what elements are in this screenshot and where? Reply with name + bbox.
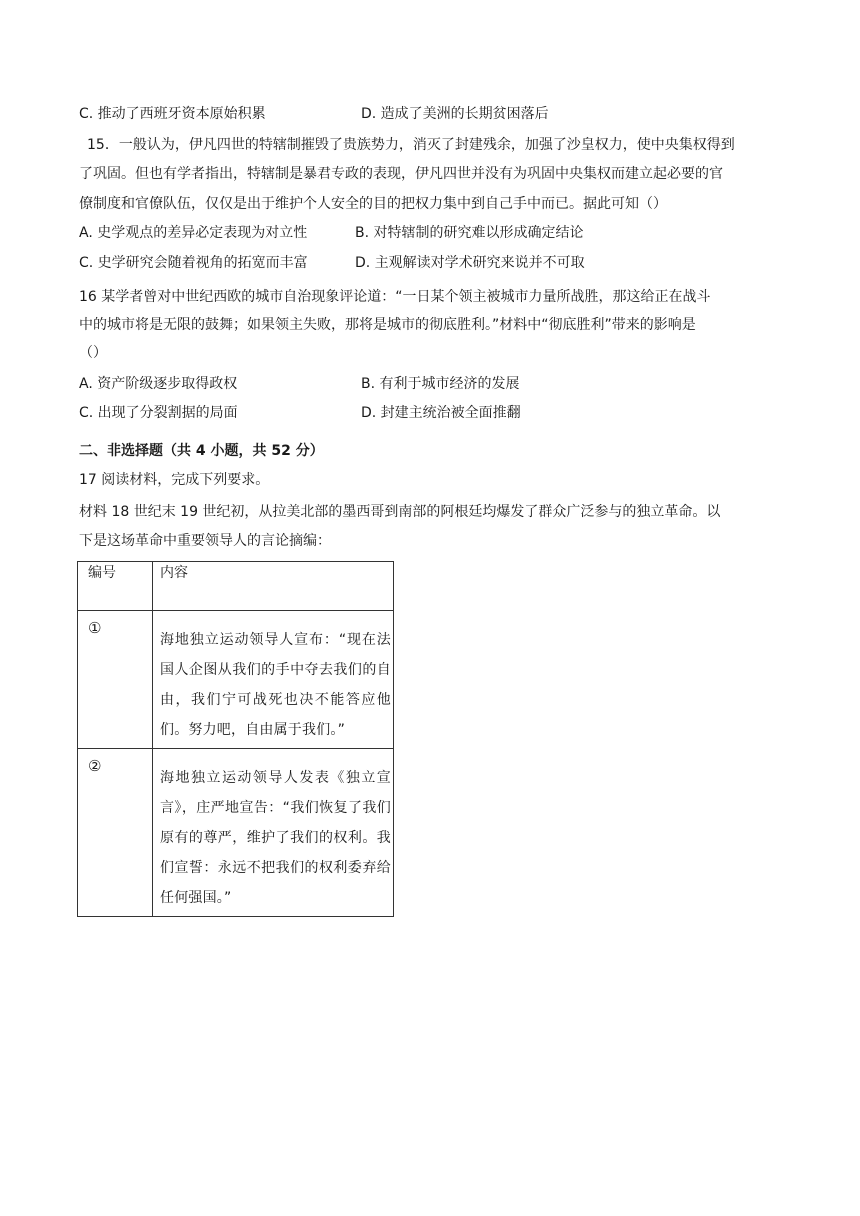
q15-option-a: A. 史学观点的差异必定表现为对立性 (79, 225, 308, 241)
quotes-table (77, 561, 394, 917)
row-content-cell (153, 611, 394, 749)
q17-material-line1: 材料 18 世纪末 19 世纪初，从拉美北部的墨西哥到南部的阿根廷均爆发了群众广泛参与的独立革命。以 (79, 504, 721, 520)
table-header-num: 编号 (78, 562, 153, 611)
q15-stem-line1: 15．一般认为，伊凡四世的特辖制摧毁了贵族势力，消灭了封建残余，加强了沙皇权力，使中央集权得到 (87, 137, 735, 153)
q16-option-a: A. 资产阶级逐步取得政权 (79, 376, 238, 392)
q15-option-c: C. 史学研究会随着视角的拓宽而丰富 (79, 255, 308, 271)
q14-option-d: D. 造成了美洲的长期贫困落后 (361, 106, 549, 122)
q16-stem-line1: 16 某学者曾对中世纪西欧的城市自治现象评论道：“一日某个领主被城市力量所战胜，那这给正在战斗 (79, 289, 711, 305)
q16-option-d: D. 封建主统治被全面推翻 (361, 405, 521, 421)
q15-stem-line2: 了巩固。但也有学者指出，特辖制是暴君专政的表现，伊凡四世并没有为巩固中央集权而建立起必要的官 (79, 166, 723, 182)
q17-material-line2: 下是这场革命中重要领导人的言论摘编： (79, 533, 331, 549)
table-header-content: 内容 (153, 562, 394, 611)
q15-option-b: B. 对特辖制的研究难以形成确定结论 (355, 225, 584, 241)
q17-intro: 17 阅读材料，完成下列要求。 (79, 472, 270, 488)
q15-option-d: D. 主观解读对学术研究来说并不可取 (355, 255, 585, 271)
row-content-cell (153, 749, 394, 917)
q16-stem-line2: 中的城市将是无限的鼓舞；如果领主失败，那将是城市的彻底胜利。”材料中“彻底胜利”带来的影响是 (79, 317, 696, 333)
section-heading: 二、非选择题（共 4 小题，共 52 分） (79, 443, 324, 459)
table-row (78, 611, 394, 749)
row-number: ① (78, 611, 153, 749)
q16-stem-line3: （） (79, 345, 107, 361)
q16-option-c: C. 出现了分裂割据的局面 (79, 405, 238, 421)
row-content: 海地独立运动领导人宣布：“现在法国人企图从我们的手中夺去我们的自由，我们宁可战死也决不能答应他们。努力吧，自由属于我们。” (160, 632, 391, 738)
table-header-row (78, 562, 394, 611)
q14-option-c: C. 推动了西班牙资本原始积累 (79, 106, 266, 122)
table-row (78, 749, 394, 917)
row-number: ② (78, 749, 153, 917)
q16-option-b: B. 有利于城市经济的发展 (361, 376, 520, 392)
q15-stem-line3: 僚制度和官僚队伍，仅仅是出于维护个人安全的目的把权力集中到自己手中而已。据此可知（） (79, 196, 667, 212)
row-content: 海地独立运动领导人发表《独立宣言》，庄严地宣告：“我们恢复了我们原有的尊严，维护了我们的权利。我们宣誓：永远不把我们的权利委弃给任何强国。” (160, 770, 391, 906)
